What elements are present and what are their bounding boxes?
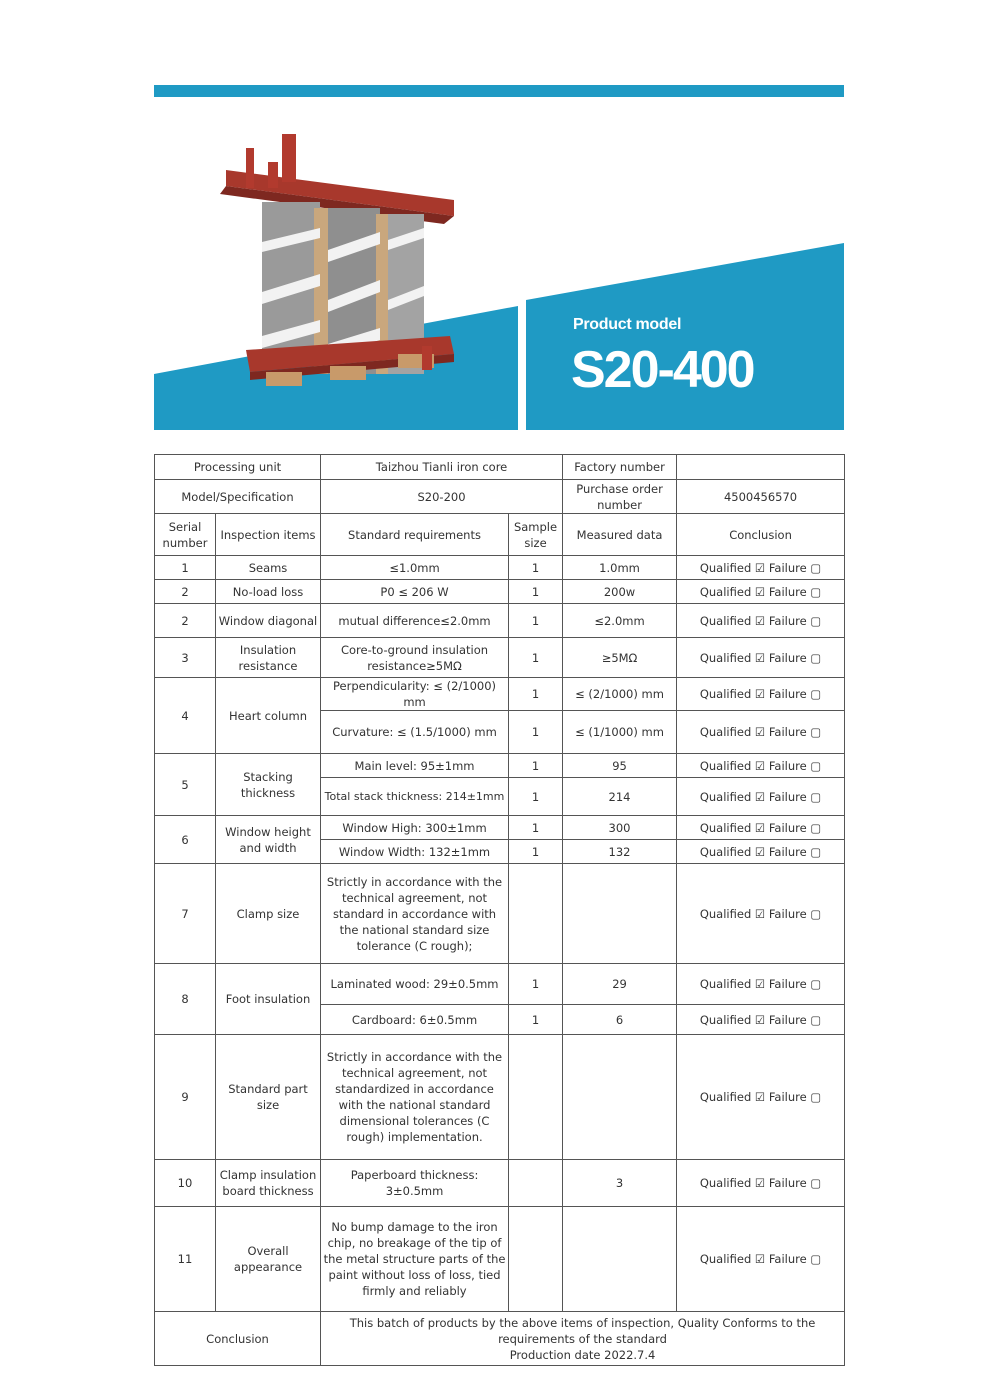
col-standard-header: Standard requirements	[321, 514, 509, 556]
conclusion-cell: Qualified ☑ Failure ▢	[677, 754, 845, 778]
standard-cell: Window High: 300±1mm	[321, 816, 509, 840]
measured-cell: ≤ (1/1000) mm	[563, 711, 677, 754]
model-spec-value: S20-200	[321, 480, 563, 514]
standard-cell: Core-to-ground insulation resistance≥5MΩ	[321, 638, 509, 678]
col-measured-header: Measured data	[563, 514, 677, 556]
conclusion-cell: Qualified ☑ Failure ▢	[677, 864, 845, 964]
conclusion-cell: Qualified ☑ Failure ▢	[677, 638, 845, 678]
item-cell: Stacking thickness	[216, 754, 321, 816]
sample-cell: 1	[509, 556, 563, 580]
purchase-order-label: Purchase order number	[563, 480, 677, 514]
standard-cell: Laminated wood: 29±0.5mm	[321, 964, 509, 1005]
sample-cell: 1	[509, 580, 563, 604]
column-header-row	[155, 514, 845, 556]
standard-cell: ≤1.0mm	[321, 556, 509, 580]
conclusion-statement	[321, 1312, 845, 1366]
item-cell: Seams	[216, 556, 321, 580]
item-cell: Window diagonal	[216, 604, 321, 638]
standard-cell: No bump damage to the iron chip, no breakage of the tip of the metal structure parts of the paint without loss of loss, tied firmly and reliably	[321, 1207, 509, 1312]
serial-cell: 5	[155, 754, 216, 816]
processing-unit-value: Taizhou Tianli iron core	[321, 455, 563, 480]
sample-cell	[509, 1207, 563, 1312]
serial-cell: 4	[155, 678, 216, 754]
serial-cell: 9	[155, 1035, 216, 1160]
measured-cell: 214	[563, 778, 677, 816]
sample-cell	[509, 1035, 563, 1160]
production-date: Production date 2022.7.4	[509, 1347, 656, 1362]
measured-cell: 300	[563, 816, 677, 840]
sample-cell	[509, 1160, 563, 1207]
serial-cell: 7	[155, 864, 216, 964]
conclusion-cell: Qualified ☑ Failure ▢	[677, 964, 845, 1005]
measured-cell	[563, 1207, 677, 1312]
measured-cell: 6	[563, 1005, 677, 1035]
serial-cell: 8	[155, 964, 216, 1035]
table-row	[155, 556, 845, 580]
factory-number-label: Factory number	[563, 455, 677, 480]
measured-cell: ≤ (2/1000) mm	[563, 678, 677, 711]
serial-cell: 1	[155, 556, 216, 580]
model-spec-label: Model/Specification	[155, 480, 321, 514]
table-row	[155, 1160, 845, 1207]
sample-cell: 1	[509, 778, 563, 816]
conclusion-cell: Qualified ☑ Failure ▢	[677, 580, 845, 604]
conclusion-cell: Qualified ☑ Failure ▢	[677, 1035, 845, 1160]
table-row	[155, 638, 845, 678]
sample-cell: 1	[509, 964, 563, 1005]
col-conclusion-header: Conclusion	[677, 514, 845, 556]
table-row	[155, 678, 845, 711]
conclusion-label: Conclusion	[155, 1312, 321, 1366]
sample-cell: 1	[509, 638, 563, 678]
conclusion-cell: Qualified ☑ Failure ▢	[677, 678, 845, 711]
conclusion-cell: Qualified ☑ Failure ▢	[677, 778, 845, 816]
measured-cell	[563, 864, 677, 964]
standard-cell: Window Width: 132±1mm	[321, 840, 509, 864]
table-row	[155, 604, 845, 638]
inspection-report-table	[154, 454, 845, 1366]
hero-right-shape	[526, 243, 844, 430]
serial-cell: 6	[155, 816, 216, 864]
table-row	[155, 964, 845, 1005]
measured-cell: 95	[563, 754, 677, 778]
item-cell: Window height and width	[216, 816, 321, 864]
processing-unit-label: Processing unit	[155, 455, 321, 480]
serial-cell: 11	[155, 1207, 216, 1312]
product-model-value: S20-400	[571, 341, 754, 399]
table-row	[155, 455, 845, 480]
table-row	[155, 480, 845, 514]
hero-banner	[154, 110, 844, 430]
standard-cell: P0 ≤ 206 W	[321, 580, 509, 604]
table-row	[155, 1035, 845, 1160]
conclusion-cell: Qualified ☑ Failure ▢	[677, 1207, 845, 1312]
sample-cell: 1	[509, 678, 563, 711]
col-sample-header: Sample size	[509, 514, 563, 556]
conclusion-cell: Qualified ☑ Failure ▢	[677, 604, 845, 638]
conclusion-cell: Qualified ☑ Failure ▢	[677, 1160, 845, 1207]
table-row	[155, 1207, 845, 1312]
measured-cell: 29	[563, 964, 677, 1005]
purchase-order-value: 4500456570	[677, 480, 845, 514]
item-cell: Standard part size	[216, 1035, 321, 1160]
measured-cell: 3	[563, 1160, 677, 1207]
conclusion-cell: Qualified ☑ Failure ▢	[677, 1005, 845, 1035]
col-serial-header: Serial number	[155, 514, 216, 556]
conclusion-cell: Qualified ☑ Failure ▢	[677, 816, 845, 840]
standard-cell: Paperboard thickness: 3±0.5mm	[321, 1160, 509, 1207]
table-row	[155, 754, 845, 778]
serial-cell: 3	[155, 638, 216, 678]
item-cell: Heart column	[216, 678, 321, 754]
top-accent-bar	[154, 85, 844, 97]
table-row	[155, 580, 845, 604]
standard-cell: Curvature: ≤ (1.5/1000) mm	[321, 711, 509, 754]
conclusion-cell: Qualified ☑ Failure ▢	[677, 556, 845, 580]
conclusion-cell: Qualified ☑ Failure ▢	[677, 711, 845, 754]
item-cell: Overall appearance	[216, 1207, 321, 1312]
serial-cell: 2	[155, 580, 216, 604]
standard-cell: Cardboard: 6±0.5mm	[321, 1005, 509, 1035]
standard-cell: Main level: 95±1mm	[321, 754, 509, 778]
measured-cell: ≤2.0mm	[563, 604, 677, 638]
sample-cell	[509, 864, 563, 964]
serial-cell: 2	[155, 604, 216, 638]
item-cell: No-load loss	[216, 580, 321, 604]
col-items-header: Inspection items	[216, 514, 321, 556]
conclusion-cell: Qualified ☑ Failure ▢	[677, 840, 845, 864]
conclusion-row	[155, 1312, 845, 1366]
item-cell: Clamp size	[216, 864, 321, 964]
measured-cell: ≥5MΩ	[563, 638, 677, 678]
sample-cell: 1	[509, 816, 563, 840]
standard-cell: mutual difference≤2.0mm	[321, 604, 509, 638]
sample-cell: 1	[509, 1005, 563, 1035]
standard-cell: Total stack thickness: 214±1mm	[321, 778, 509, 816]
item-cell: Clamp insulation board thickness	[216, 1160, 321, 1207]
sample-cell: 1	[509, 840, 563, 864]
standard-cell: Perpendicularity: ≤ (2/1000) mm	[321, 678, 509, 711]
transformer-core-image	[220, 134, 454, 386]
standard-cell: Strictly in accordance with the technical agreement, not standardized in accordance with the national standard dimensional tolerances (C rough) implementation.	[321, 1035, 509, 1160]
serial-cell: 10	[155, 1160, 216, 1207]
table-row	[155, 864, 845, 964]
item-cell: Foot insulation	[216, 964, 321, 1035]
sample-cell: 1	[509, 604, 563, 638]
measured-cell: 132	[563, 840, 677, 864]
sample-cell: 1	[509, 711, 563, 754]
table-row	[155, 816, 845, 840]
sample-cell: 1	[509, 754, 563, 778]
measured-cell: 200w	[563, 580, 677, 604]
measured-cell	[563, 1035, 677, 1160]
product-model-label: Product model	[573, 316, 682, 333]
measured-cell: 1.0mm	[563, 556, 677, 580]
factory-number-value	[677, 455, 845, 480]
standard-cell: Strictly in accordance with the technical agreement, not standard in accordance with the national standard size tolerance (C rough);	[321, 864, 509, 964]
conclusion-text: This batch of products by the above items of inspection, Quality Conforms to the requirements of the standard	[349, 1315, 816, 1346]
item-cell: Insulation resistance	[216, 638, 321, 678]
